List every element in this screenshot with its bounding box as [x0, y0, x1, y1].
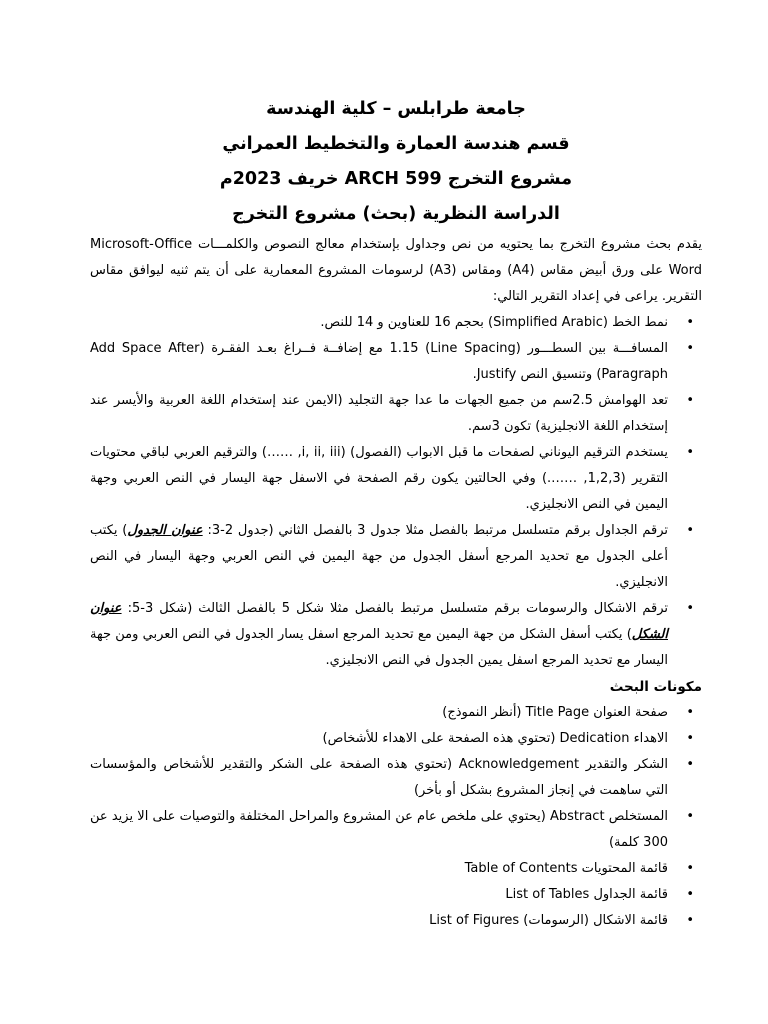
list-item — [90, 882, 702, 908]
list-item — [90, 804, 702, 856]
tables-rule-after: ) يكتب أعلى الجدول مع تحديد المرجع أسفل الجدول من جهة اليمين في النص العربي وجهة اليسار في النص الانجليزي. — [90, 523, 668, 590]
list-item — [90, 726, 702, 752]
list-item-text: الاهداء Dedication (تحتوي هذه الصفحة على الاهداء للأشخاص) — [322, 731, 668, 746]
bullet-icon: • — [686, 913, 694, 928]
list-item — [90, 856, 702, 882]
list-item-text: المسافـــة بين السطـــور (Line Spacing) 1.15 مع إضافــة فــراغ بعـد الفقـرة (Add Space After Paragraph) وتنسيق النص Justify. — [90, 341, 668, 382]
project-title: مشروع التخرج ARCH 599 خريف 2023م — [219, 169, 573, 189]
list-item — [90, 388, 702, 440]
list-item-text: قائمة الجداول List of Tables — [505, 887, 668, 902]
list-item-text: يستخدم الترقيم اليوناني لصفحات ما قبل الابواب (الفصول) (i, ii, iii, ……) والترقيم العربي لباقي محتويات التقرير (1,2,3, …….) وفي الحالتين يكون رقم الصفحة في الاسفل جهة اليسار في النص العربي وجهة اليمين في النص الانجليزي. — [90, 445, 669, 512]
tables-rule-before: ترقم الجداول برقم متسلسل مرتبط بالفصل مثلا جدول 3 بالفصل الثاني (جدول 2-3: — [202, 523, 668, 538]
document-page — [90, 92, 702, 934]
list-item — [90, 700, 702, 726]
list-item — [90, 440, 702, 518]
study-title: الدراسة النظرية (بحث) مشروع التخرج — [232, 204, 560, 224]
bullet-icon: • — [686, 523, 694, 538]
list-item — [90, 908, 702, 934]
bullet-icon: • — [686, 809, 694, 824]
bullet-icon: • — [686, 601, 694, 616]
figures-rule-before: ترقم الاشكال والرسومات برقم متسلسل مرتبط بالفصل مثلا شكل 5 بالفصل الثالث (شكل 3-5: — [121, 601, 668, 616]
list-item — [90, 310, 702, 336]
bullet-icon: • — [686, 861, 694, 876]
department-title: قسم هندسة العمارة والتخطيط العمراني — [222, 134, 570, 154]
list-item-text: نمط الخط (Simplified Arabic) بحجم 16 للعناوين و 14 للنص. — [320, 315, 668, 330]
list-item — [90, 336, 702, 388]
list-item-text: قائمة المحتويات Table of Contents — [464, 861, 668, 876]
list-item-text: قائمة الاشكال (الرسومات) List of Figures — [429, 913, 668, 928]
bullet-icon: • — [686, 315, 694, 330]
table-title-emphasis: عنوان الجدول — [127, 523, 203, 538]
intro-paragraph: يقدم بحث مشروع التخرج بما يحتويه من نص وجداول بإستخدام معالج النصوص والكلمـــات Microsoft-Office Word على ورق أبيض مقاس (A4) ومقاس (A3) لرسومات المشروع المعمارية على أن يتم ثنيه ليوافق مقاس التقرير. يراعى في إعداد التقرير التالي: — [90, 237, 702, 304]
university-title: جامعة طرابلس – كلية الهندسة — [266, 99, 526, 119]
bullet-icon: • — [686, 341, 694, 356]
bullet-icon: • — [686, 757, 694, 772]
list-item-text: الشكر والتقدير Acknowledgement (تحتوي هذه الصفحة على الشكر والتقدير للأشخاص والمؤسسات التي ساهمت في إنجاز المشروع بشكل أو بأخر) — [90, 757, 668, 798]
bullet-icon: • — [686, 705, 694, 720]
figures-rule-after: ) يكتب أسفل الشكل من جهة اليمين مع تحديد المرجع اسفل يسار الجدول في النص العربي ومن جهة اليسار مع تحديد المرجع اسفل يمين الجدول في النص الانجليزي. — [90, 627, 668, 668]
bullet-icon: • — [686, 445, 694, 460]
list-item — [90, 518, 702, 596]
formatting-list — [90, 310, 702, 674]
bullet-icon: • — [686, 887, 694, 902]
list-item-text: تعد الهوامش 2.5سم من جميع الجهات ما عدا جهة التجليد (الايمن عند إستخدام اللغة العربية والأيسر عند إستخدام اللغة الانجليزية) تكون 3سم. — [90, 393, 668, 434]
figure-title-emphasis: عنوان الشكل — [90, 601, 668, 642]
components-list — [90, 700, 702, 934]
list-item — [90, 752, 702, 804]
bullet-icon: • — [686, 393, 694, 408]
list-item-text: صفحة العنوان Title Page (أنظر النموذج) — [442, 705, 668, 720]
bullet-icon: • — [686, 731, 694, 746]
list-item-text: المستخلص Abstract (يحتوي على ملخص عام عن المشروع والمراحل المختلفة والتوصيات على الا يزيد عن 300 كلمة) — [90, 809, 668, 850]
list-item — [90, 596, 702, 674]
components-heading: مكونات البحث — [609, 679, 702, 695]
